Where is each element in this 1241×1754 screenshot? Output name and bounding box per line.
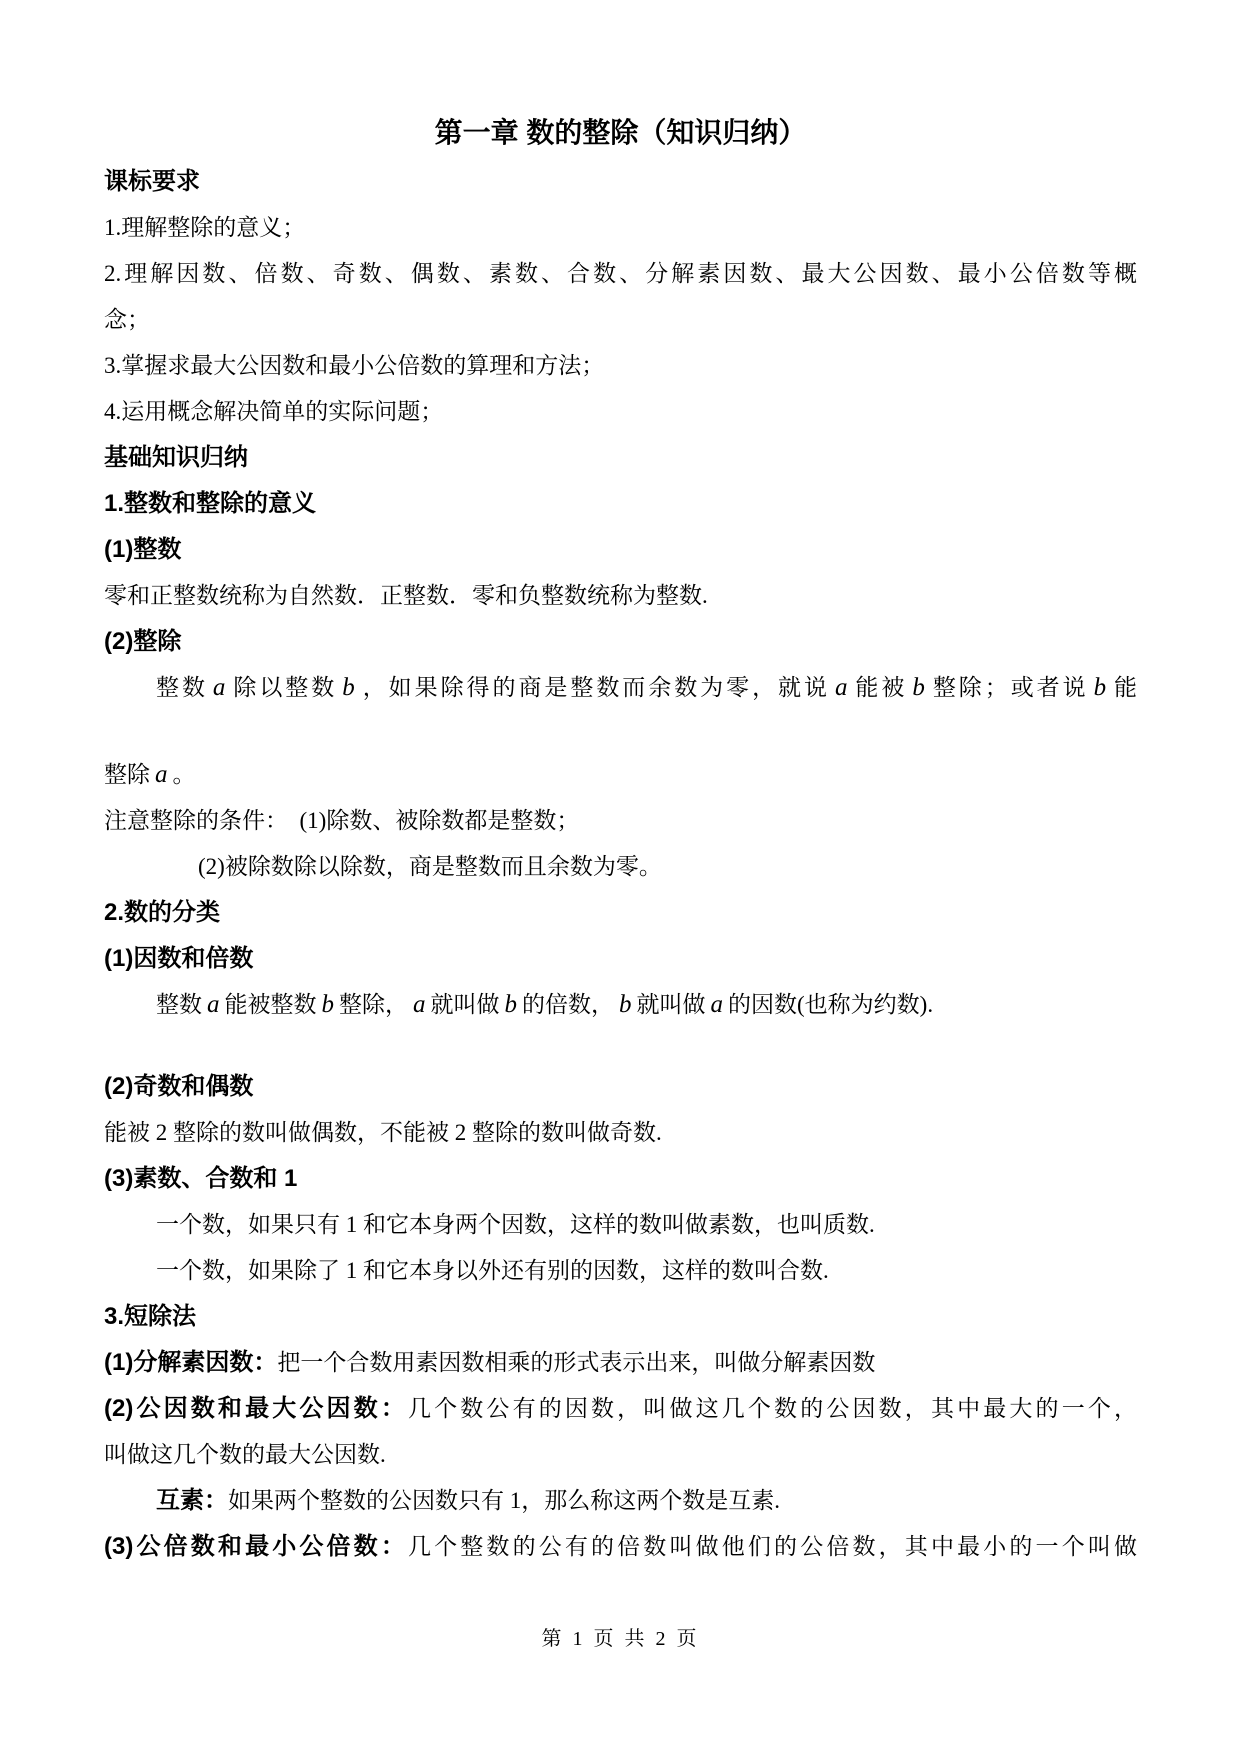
section-heading <box>104 1156 1137 1202</box>
math-variable: b <box>619 991 632 1018</box>
bold-run: (3)素数、合数和 1 <box>104 1165 298 1192</box>
text-run: 4.运用概念解决简单的实际问题； <box>104 399 444 424</box>
bold-run: 2.数的分类 <box>104 899 221 926</box>
text-run: 的因数(也称为约数). <box>728 992 934 1017</box>
text-run: 整除， <box>339 992 408 1017</box>
section-heading <box>104 435 1137 481</box>
text-run: 能 <box>1111 675 1138 700</box>
text-run: 几个整数的公有的倍数叫做他们的公倍数，其中最小的一个叫做 <box>407 1534 1137 1559</box>
paragraph <box>104 1386 1137 1432</box>
text-run: 2.理解因数、倍数、奇数、偶数、素数、合数、分解素因数、最大公因数、最小公倍数等概 <box>104 261 1137 286</box>
bold-run: 1.整数和整除的意义 <box>104 490 317 517</box>
paragraph <box>104 1524 1137 1570</box>
math-variable: a <box>212 674 226 701</box>
math-variable: a <box>710 991 723 1018</box>
text-run: 就叫做 <box>636 992 706 1017</box>
page-title: 第一章 数的整除（知识归纳） <box>434 117 807 148</box>
bold-run: (1)因数和倍数 <box>104 945 254 972</box>
section-heading <box>104 527 1137 573</box>
paragraph <box>104 205 1137 251</box>
bold-run: (2)奇数和偶数 <box>104 1073 254 1100</box>
paragraph <box>104 1340 1137 1386</box>
math-variable: b <box>321 991 334 1018</box>
math-variable: a <box>155 761 168 788</box>
paragraph <box>104 1110 1137 1156</box>
math-variable: b <box>1093 674 1107 701</box>
text-run: 整数 <box>156 675 208 700</box>
paragraph <box>104 665 1137 711</box>
document-body <box>104 159 1137 1570</box>
text-run: 整数 <box>156 992 202 1017</box>
text-run: 念； <box>104 307 150 332</box>
text-run: 把一个合数用素因数相乘的形式表示出来，叫做分解素因数 <box>277 1350 876 1375</box>
paragraph <box>104 1432 1137 1478</box>
section-heading <box>104 1064 1137 1110</box>
text-run: ，如果除得的商是整数而余数为零，就说 <box>359 675 830 700</box>
paragraph <box>104 752 1137 798</box>
text-run: 能被整数 <box>224 992 317 1017</box>
text-run: (2)被除数除以除数，商是整数而且余数为零。 <box>198 854 662 879</box>
text-run: 一个数，如果除了 1 和它本身以外还有别的因数，这样的数叫合数. <box>156 1258 829 1283</box>
text-run: 的倍数， <box>522 992 614 1017</box>
section-heading <box>104 159 1137 205</box>
text-run: 能被 <box>852 675 908 700</box>
math-variable: a <box>834 674 848 701</box>
section-heading <box>104 481 1137 527</box>
text-run: 零和正整数统称为自然数．正整数．零和负整数统称为整数. <box>104 583 708 608</box>
paragraph <box>104 1202 1137 1248</box>
section-heading <box>104 1294 1137 1340</box>
text-run: 除以整数 <box>230 675 338 700</box>
text-run: 。 <box>172 762 196 787</box>
math-variable: a <box>207 991 220 1018</box>
paragraph <box>104 297 1137 343</box>
text-run: 能被 2 整除的数叫做偶数，不能被 2 整除的数叫做奇数. <box>104 1120 662 1145</box>
bold-run: (1)整数 <box>104 536 182 563</box>
text-run: 一个数，如果只有 1 和它本身两个因数，这样的数叫做素数，也叫质数. <box>156 1212 875 1237</box>
text-run: 注意整除的条件： (1)除数、被除数都是整数； <box>104 808 580 833</box>
paragraph <box>104 1248 1137 1294</box>
paragraph <box>104 798 1137 844</box>
math-variable: b <box>912 674 925 701</box>
text-run: 几个数公有的因数，叫做这几个数的公因数，其中最大的一个， <box>407 1396 1137 1421</box>
paragraph <box>104 343 1137 389</box>
bold-run: (1)分解素因数： <box>104 1349 278 1376</box>
paragraph <box>104 573 1137 619</box>
text-run: 3.掌握求最大公因数和最小公倍数的算理和方法； <box>104 353 605 378</box>
text-run: 整除；或者说 <box>929 675 1089 700</box>
bold-run: (2)整除 <box>104 628 182 655</box>
text-run: 就叫做 <box>430 992 500 1017</box>
math-variable: b <box>342 674 355 701</box>
bold-run: 3.短除法 <box>104 1303 197 1330</box>
paragraph <box>104 1478 1137 1524</box>
paragraph <box>104 389 1137 435</box>
section-heading <box>104 619 1137 665</box>
text-run: 1.理解整除的意义； <box>104 215 306 240</box>
bold-run: 课标要求 <box>104 168 200 195</box>
math-variable: b <box>504 991 517 1018</box>
page-number-footer: 第 1 页 共 2 页 <box>541 1628 700 1650</box>
math-variable: a <box>413 991 426 1018</box>
bold-run: (3)公倍数和最小公倍数： <box>104 1533 408 1560</box>
section-heading <box>104 936 1137 982</box>
bold-run: 基础知识归纳 <box>104 444 248 471</box>
paragraph <box>104 982 1137 1028</box>
bold-run: 互素： <box>156 1487 228 1514</box>
text-run: 如果两个整数的公因数只有 1，那么称这两个数是互素. <box>228 1488 780 1513</box>
bold-run: (2)公因数和最大公因数： <box>104 1395 408 1422</box>
section-heading <box>104 890 1137 936</box>
text-run: 叫做这几个数的最大公因数. <box>104 1442 386 1467</box>
text-run: 整除 <box>104 762 150 787</box>
paragraph <box>104 844 1137 890</box>
paragraph <box>104 251 1137 297</box>
